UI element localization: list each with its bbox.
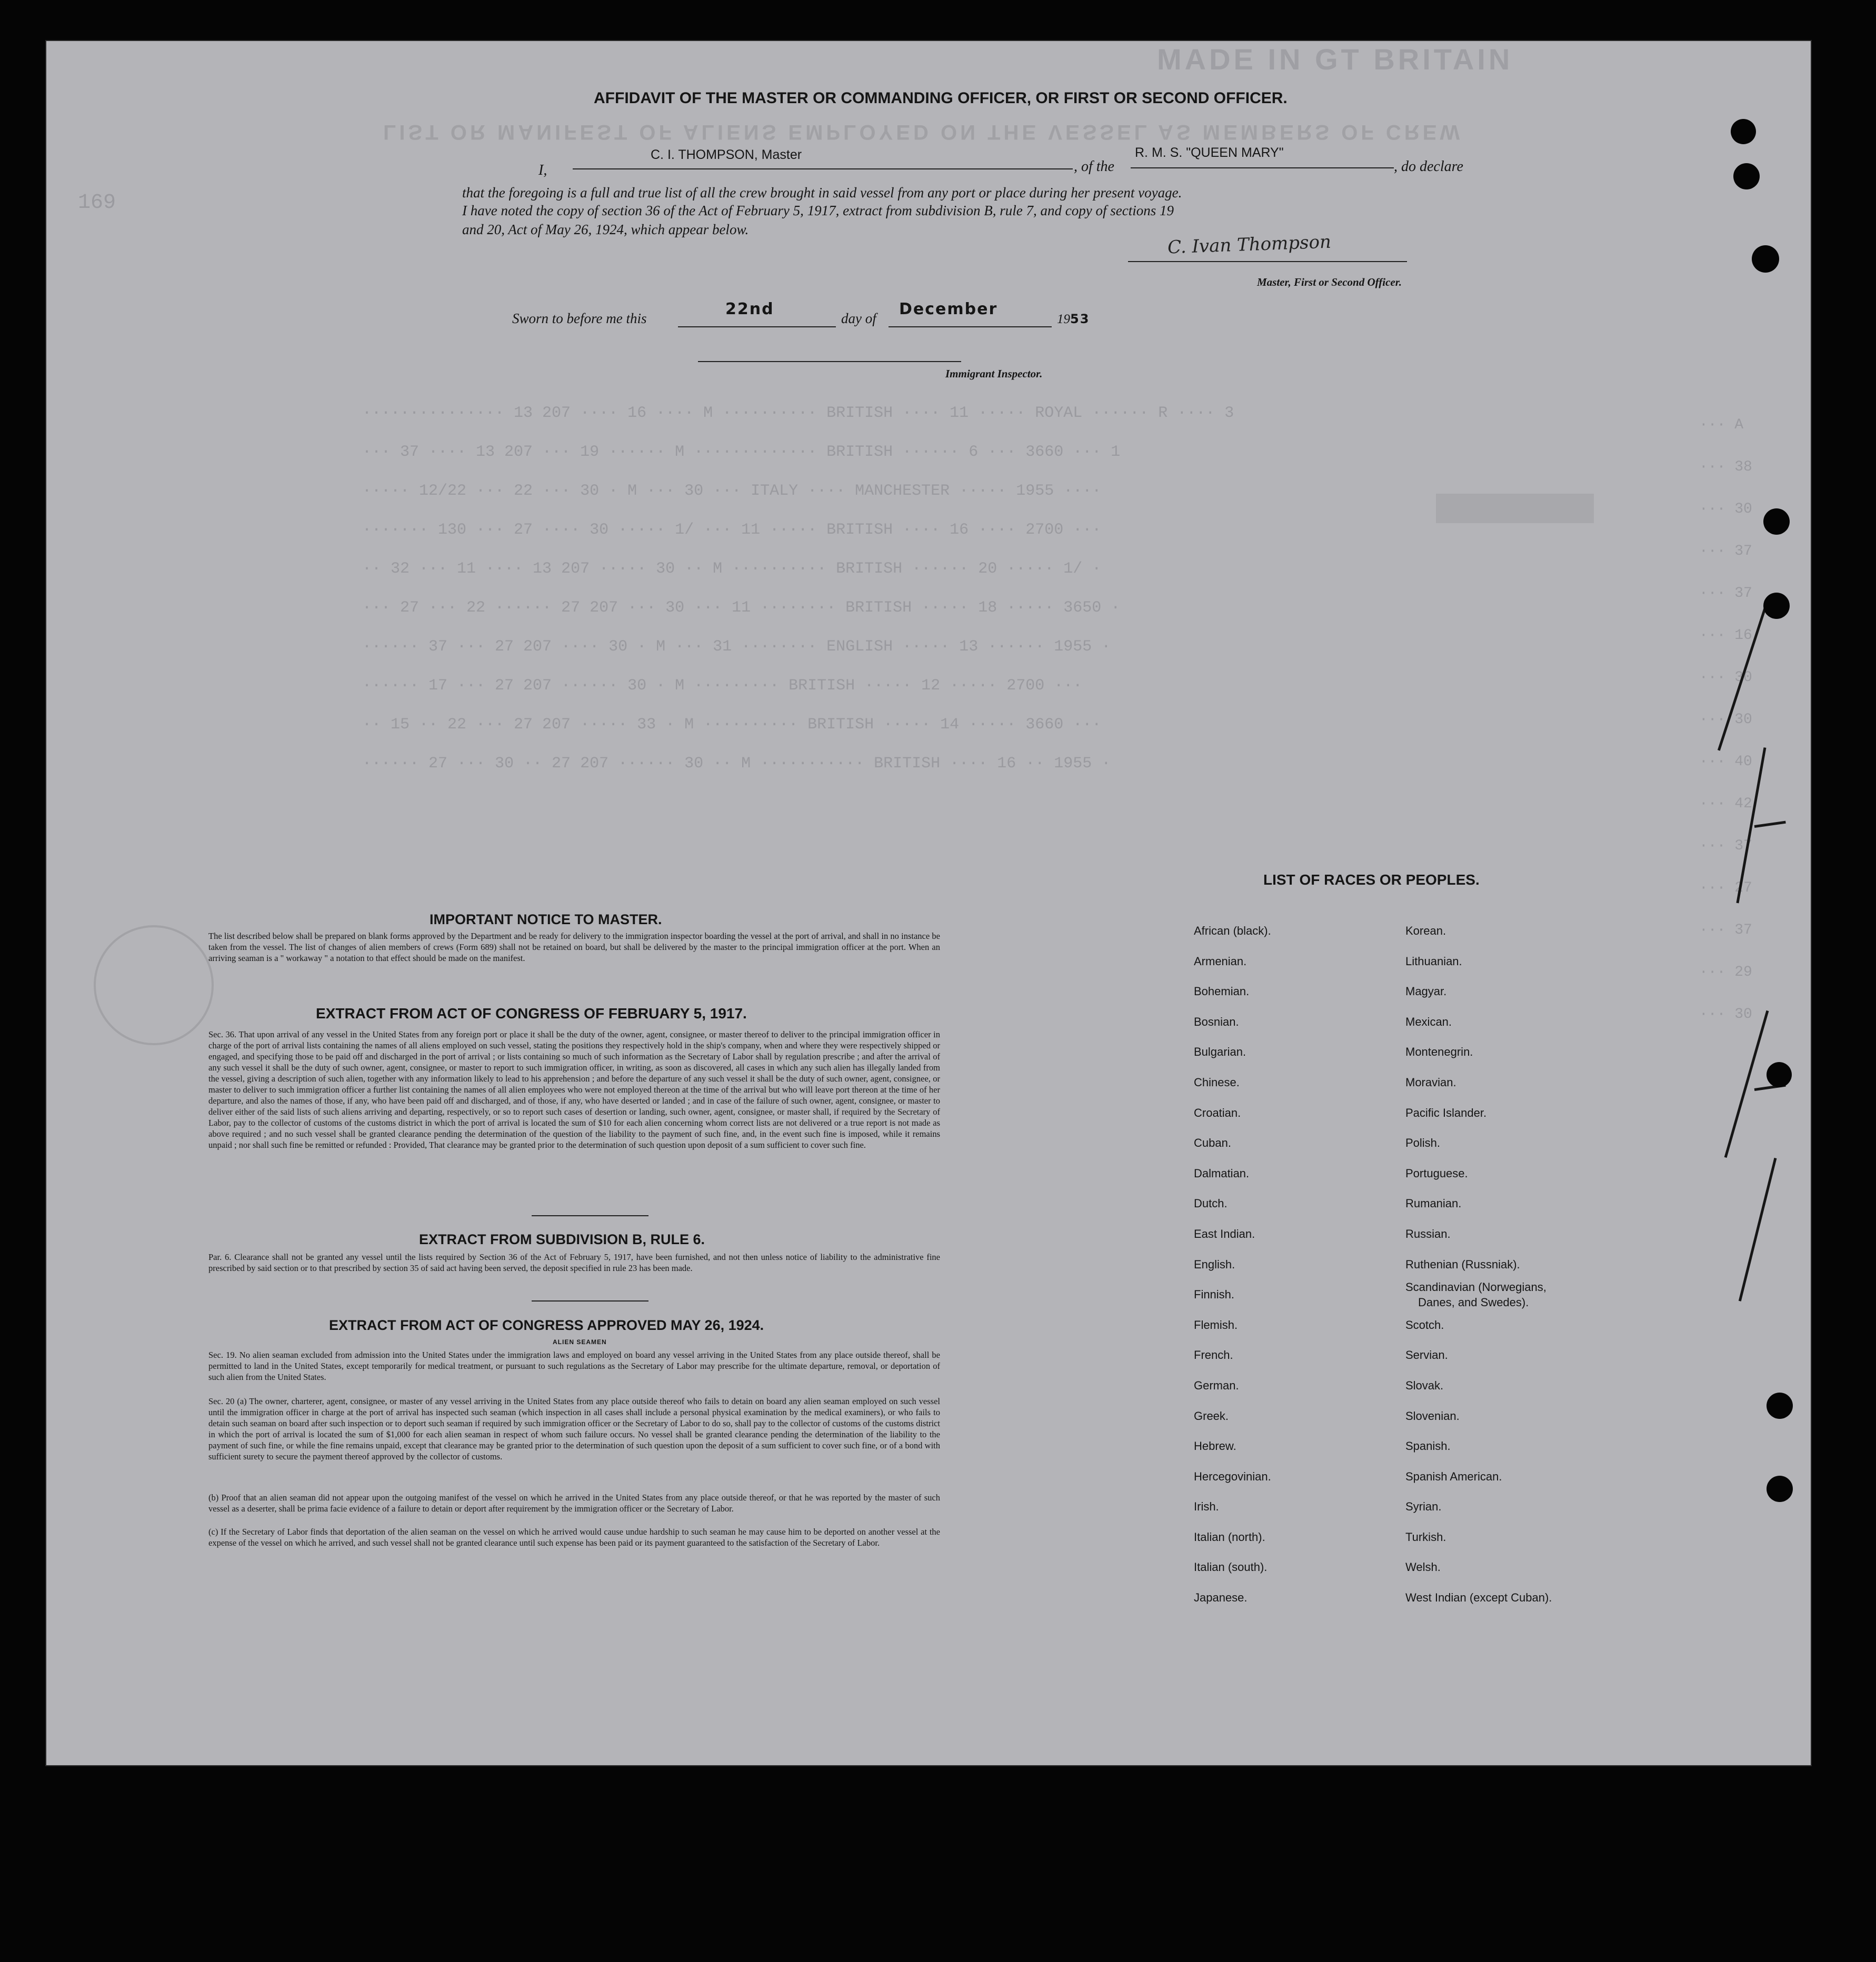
race-item: Spanish American. [1405, 1469, 1502, 1483]
race-item: Spanish. [1405, 1439, 1451, 1453]
race-item: German. [1194, 1378, 1239, 1392]
faint-round-seal [94, 925, 214, 1045]
sec-20b: (b) Proof that an alien seaman did not appear upon the outgoing manifest of the vessel on which he arrived in the United States from any place outside thereof, or that he was reported by the master of such vessel as a deserter, shall be prima facie evidence of a failure to detain or deport after requirement by the immigration officer or the Secretary of Labor. [208, 1493, 940, 1514]
punch-hole [1763, 593, 1790, 619]
race-item: Moravian. [1405, 1075, 1456, 1089]
day-of-label: day of [841, 311, 876, 326]
race-item: East Indian. [1194, 1227, 1255, 1240]
master-name-line [573, 168, 1073, 169]
race-item: Lithuanian. [1405, 954, 1462, 968]
race-item: Russian. [1405, 1227, 1451, 1240]
rule6-body: Par. 6. Clearance shall not be granted any vessel until the lists required by Section 36 of the Act of February 5, 1917, have been furnished, and not then unless notice of liability to the administrative fine prescribed by said section or to that prescribed by section 35 of said act having been served, the deposit specified in rule 23 has been made. [208, 1252, 940, 1273]
race-item: Korean. [1405, 924, 1446, 937]
of-the-label: , of the [1074, 158, 1114, 175]
race-item: Rumanian. [1405, 1197, 1462, 1210]
race-item: Bosnian. [1194, 1015, 1239, 1028]
sec-20a: Sec. 20 (a) The owner, charterer, agent, consignee, or master of any vessel arriving in the United States from any place outside thereof who fails to detain on board any alien seaman employed on such vessel until the immigration officer in charge at the port of arrival has inspected such seaman (which inspection in all cases shall include a personal physical examination by the medical examiners), or who fails to detain such seaman on board after such inspection or to deport such seaman if required by such immigration officer or the Secretary of Labor to do so, shall pay to the collector of customs of the customs district in which the port of arrival is located the sum of $1,000 for each alien seaman in respect of whom such failure occurs. No vessel shall be granted clearance pending the determination of the liability to the payment of such fine, or while the fine remains unpaid, except that clearance may be granted prior to the determination of such question upon the deposit of a sum sufficient to cover such fine, or of a bond with sufficient surety to secure the payment thereof approved by the collector of customs. [208, 1396, 940, 1462]
bleedthrough-number: 169 [78, 191, 116, 215]
sworn-day: 22nd [725, 300, 774, 318]
month-line [889, 326, 1052, 327]
extract-1924-subtitle: ALIEN SEAMEN [553, 1338, 607, 1346]
pen-stroke [1754, 821, 1786, 828]
race-item: Armenian. [1194, 954, 1247, 968]
race-item: Hebrew. [1194, 1439, 1236, 1453]
do-declare-label: , do declare [1394, 158, 1463, 175]
sec-19: Sec. 19. No alien seaman excluded from admission into the United States under the immigration laws and employed on board any vessel arriving in the United States from any place outside thereof, shall be permitted to land in the United States, except temporarily for medical treatment, or pursuant to such regulations as the Secretary of Labor may prescribe for the ultimate departure, removal, or deportation of such alien from the United States. [208, 1350, 940, 1382]
affidavit-title: AFFIDAVIT OF THE MASTER OR COMMANDING OFFICER, OR FIRST OR SECOND OFFICER. [594, 89, 1288, 107]
sec-20c: (c) If the Secretary of Labor finds that deportation of the alien seaman on the vessel on which he arrived would cause undue hardship to such seaman he may cause him to be deported on another vessel at the expense of the vessel on which he arrived, and such vessel shall not be granted clearance until such expense has been paid or its payment guaranteed to the satisfaction of the Secretary of Labor. [208, 1527, 940, 1548]
punch-hole [1733, 163, 1760, 189]
notice-title: IMPORTANT NOTICE TO MASTER. [430, 912, 662, 927]
race-item: Scandinavian (Norwegians, [1405, 1280, 1546, 1294]
races-column-2 [1405, 916, 1552, 1613]
race-item: Ruthenian (Russniak). [1405, 1257, 1520, 1271]
race-item: Dutch. [1194, 1197, 1228, 1210]
pen-stroke [1739, 1158, 1777, 1302]
race-item: Slovenian. [1405, 1409, 1460, 1423]
race-item: Syrian. [1405, 1500, 1442, 1514]
punch-hole [1767, 1476, 1793, 1502]
notice-body: The list described below shall be prepared on blank forms approved by the Department and be ready for delivery to the immigration inspector boarding the vessel at the port of arrival, and shall in no instance be taken from the vessel. The list of changes of alien members of crews (Form 689) shall not be retained on board, but shall be delivered by the master to the principal immigration officer at the port. When an arriving seaman is a " workaway " a notation to that effect should be made on the manifest. [208, 931, 940, 963]
race-item: Danes, and Swedes). [1418, 1296, 1529, 1309]
race-item: Magyar. [1405, 985, 1447, 998]
punch-hole [1731, 119, 1756, 144]
race-item: Servian. [1405, 1348, 1448, 1362]
rule6-title: EXTRACT FROM SUBDIVISION B, RULE 6. [419, 1232, 705, 1247]
extract-1917-body: Sec. 36. That upon arrival of any vessel in the United States from any foreign port or place it shall be the duty of the owner, agent, consignee, or master thereof to deliver to the principal immigration officer in charge of the port of arrival lists containing the names of all aliens employed on such vessel, stating the positions they respectively hold in the ship's company, when and where they were respectively shipped or engaged, and specifying those to be paid off and discharged in the port of arrival ; or lists containing so much of such information as the Secretary of Labor shall by regulation prescribe ; and after the arrival of any such vessel it shall be the duty of such owner, agent, consignee, or master to report to such immigration officer, in writing, as soon as discovered, all cases in which any such alien has illegally landed from the vessel, giving a description of such alien, together with any information likely to lead to his apprehension ; and before the departure of any such vessel it shall be the duty of such owner, agent, consignee, or master to deliver to such immigration officer a further list containing the names of all alien employees who were not employed thereon at the time of the arrival but who will leave port thereon at the time of her departure, and also the names of those, if any, who have been paid off and discharged, and of those, if any, who have deserted or landed ; and in case of the failure of such owner, agent, consignee, or master to deliver either of the said lists of such aliens arriving and departing, respectively, or so to report such cases of desertion or landing, such owner, agent, consignee, or master shall, if required by the Secretary of Labor, pay to the collector of customs of the customs district in which the port of arrival is located the sum of $10 for each alien concerning whom correct lists are not delivered or a true report is not made as above required ; and no such vessel shall be granted clearance pending the determination of the question of the liability to the payment of such fine, and, in the event such fine is imposed, while it remains unpaid ; nor shall such fine be remitted or refunded : Provided, That clearance may be granted prior to the determination of such question upon deposit of a sum sufficient to cover such fine. [208, 1029, 940, 1150]
race-item: Montenegrin. [1405, 1045, 1473, 1059]
race-item: Bohemian. [1194, 985, 1250, 998]
inspector-line [698, 361, 961, 362]
bleedthrough-stamp [1436, 494, 1594, 523]
punch-hole [1767, 1062, 1792, 1087]
inspector-caption: Immigrant Inspector. [945, 367, 1043, 380]
master-name: C. I. THOMPSON, Master [651, 147, 802, 162]
punch-hole [1752, 245, 1779, 273]
race-item: African (black). [1194, 924, 1271, 937]
race-item: Finnish. [1194, 1288, 1235, 1302]
affidavit-i-label: I, [538, 162, 547, 178]
race-item: Polish. [1405, 1136, 1441, 1150]
race-item: Slovak. [1405, 1378, 1444, 1392]
vessel-name: R. M. S. "QUEEN MARY" [1135, 145, 1284, 160]
race-item: Pacific Islander. [1405, 1106, 1487, 1119]
affidavit-line-3: I have noted the copy of section 36 of the Act of February 5, 1917, extract from subdivision B, rule 7, and copy of sections 19 [462, 203, 1174, 218]
race-item: Irish. [1194, 1500, 1219, 1514]
races-column-1 [1194, 916, 1271, 1613]
affidavit-line-4: and 20, Act of May 26, 1924, which appear below. [462, 222, 749, 237]
race-item: Bulgarian. [1194, 1045, 1246, 1059]
punch-hole [1763, 508, 1790, 535]
race-item: Cuban. [1194, 1136, 1231, 1150]
race-item: Dalmatian. [1194, 1166, 1250, 1180]
race-item: French. [1194, 1348, 1233, 1362]
extract-1924-title: EXTRACT FROM ACT OF CONGRESS APPROVED MAY 26, 1924. [329, 1317, 764, 1333]
race-item: English. [1194, 1257, 1235, 1271]
bleedthrough-manifest-title: LIST OR MANIFEST OF ALIENS EMPLOYED ON THE VESSEL AS MEMBERS OF CREW [383, 121, 1463, 144]
race-item: Portuguese. [1405, 1166, 1468, 1180]
race-item: Greek. [1194, 1409, 1229, 1423]
sworn-prefix: Sworn to before me this [512, 311, 647, 326]
divider-1 [532, 1215, 648, 1216]
race-item: Hercegovinian. [1194, 1469, 1271, 1483]
affidavit-line-2: that the foregoing is a full and true list of all the crew brought in said vessel from any port or place during her present voyage. [462, 185, 1182, 201]
punch-hole [1767, 1393, 1793, 1419]
sworn-month: December [899, 300, 998, 318]
bleedthrough-rows: ··············· 13 207 ···· 16 ···· M ·········· BRITISH ···· 11 ····· ROYAL ······ R ···· 3 ··· 37 ···· 13 207 ··· 19 ······ M ············· BRITISH ······ 6 ··· 3660 ··· 1 ····· 12/22 ··· 22 ··· 30 · M ··· 30 ··· ITALY ···· MANCHESTER ····· 1955 ···· ······· 130 ··· 27 ···· 30 ····· 1/ ··· 11 ····· BRITISH ···· 16 ···· 2700 ··· ·· 32 ··· 11 ···· 13 207 ····· 30 ·· M ·········· BRITISH ······ 20 ····· 1/ · ··· 27 ··· 22 ······ 27 207 ··· 30 ··· 11 ········ BRITISH ····· 18 ····· 3650 · ······ 37 ··· 27 207 ···· 30 · M ··· 31 ········ ENGLISH ····· 13 ······ 1955 · ······ 17 ··· 27 207 ······ 30 · M ········· BRITISH ····· 12 ····· 2700 ··· ·· 15 ·· 22 ··· 27 207 ····· 33 · M ·········· BRITISH ····· 14 ····· 3660 ··· ······ 27 ··· 30 ·· 27 207 ······ 30 ·· M ··········· BRITISH ···· 16 ·· 1955 · [362, 404, 1234, 773]
race-item: Welsh. [1405, 1560, 1441, 1574]
divider-2 [532, 1300, 648, 1302]
races-title: LIST OF RACES OR PEOPLES. [1263, 872, 1480, 888]
race-item: Italian (north). [1194, 1530, 1265, 1544]
sworn-year: 1953 [1057, 312, 1090, 326]
bleedthrough-header: MADE IN GT BRITAIN [1157, 43, 1513, 76]
race-item: West Indian (except Cuban). [1405, 1591, 1552, 1605]
signer-caption: Master, First or Second Officer. [1257, 276, 1402, 288]
race-item: Scotch. [1405, 1318, 1444, 1332]
race-item: Mexican. [1405, 1015, 1452, 1028]
race-item: Turkish. [1405, 1530, 1446, 1544]
day-line [678, 326, 836, 327]
master-signature: C. Ivan Thompson [1167, 231, 1332, 258]
race-item: Chinese. [1194, 1075, 1240, 1089]
signature-line [1128, 261, 1407, 262]
extract-1917-title: EXTRACT FROM ACT OF CONGRESS OF FEBRUARY 5, 1917. [316, 1005, 747, 1022]
document-page [46, 41, 1811, 1765]
bleedthrough-right-column: ··· A ··· 38 ··· 30 ··· 37 ··· 37 ··· 16 ··· 30 ··· 30 ··· 40 ··· 42 ··· 37 ··· 27 ··· 37 ··· 29 ··· 30 [1699, 417, 1752, 1023]
race-item: Italian (south). [1194, 1560, 1268, 1574]
race-item: Croatian. [1194, 1106, 1241, 1119]
race-item: Japanese. [1194, 1591, 1248, 1605]
vessel-name-line [1131, 167, 1394, 168]
race-item: Flemish. [1194, 1318, 1238, 1332]
